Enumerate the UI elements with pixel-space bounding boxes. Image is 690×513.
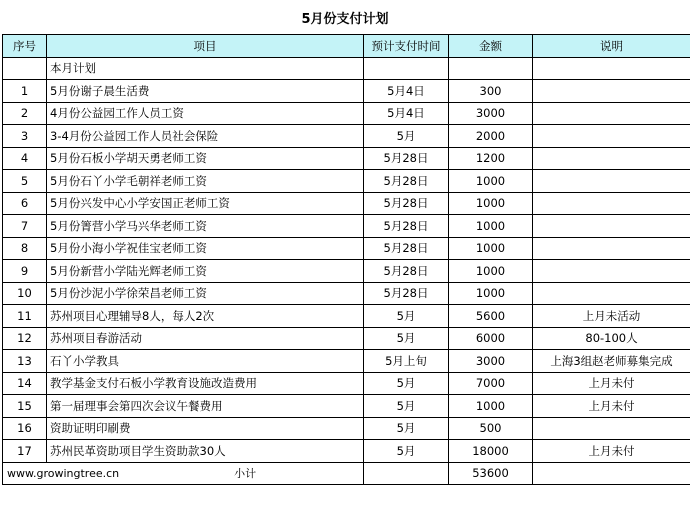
row-amount: 18000 bbox=[449, 440, 533, 463]
row-item: 教学基金支付石板小学教育设施改造费用 bbox=[47, 372, 364, 395]
page-title: 5月份支付计划 bbox=[301, 11, 389, 27]
table-row bbox=[3, 170, 690, 193]
row-item: 5月份小海小学祝佳宝老师工资 bbox=[47, 237, 364, 260]
header-time: 预计支付时间 bbox=[364, 35, 449, 58]
footer-row bbox=[3, 462, 690, 485]
row-note bbox=[533, 80, 690, 103]
row-note bbox=[533, 215, 690, 238]
row-time: 5月28日 bbox=[364, 147, 449, 170]
table-row bbox=[3, 192, 690, 215]
row-no: 8 bbox=[3, 237, 47, 260]
section-no bbox=[3, 57, 47, 80]
row-no: 3 bbox=[3, 125, 47, 148]
row-amount: 6000 bbox=[449, 327, 533, 350]
site-url: www.growingtree.cn bbox=[7, 467, 120, 481]
header-note: 说明 bbox=[533, 35, 690, 58]
row-no: 14 bbox=[3, 372, 47, 395]
table-row bbox=[3, 305, 690, 328]
row-no: 7 bbox=[3, 215, 47, 238]
table-row bbox=[3, 417, 690, 440]
section-row bbox=[3, 57, 690, 80]
table-row bbox=[3, 102, 690, 125]
table-row bbox=[3, 80, 690, 103]
row-time: 5月28日 bbox=[364, 237, 449, 260]
row-no: 11 bbox=[3, 305, 47, 328]
section-note bbox=[533, 57, 690, 80]
row-time: 5月28日 bbox=[364, 282, 449, 305]
footer-note bbox=[533, 462, 690, 485]
row-amount: 1000 bbox=[449, 237, 533, 260]
table-body bbox=[3, 57, 690, 462]
row-time: 5月4日 bbox=[364, 80, 449, 103]
subtotal-amount: 53600 bbox=[449, 462, 533, 485]
row-time: 5月上旬 bbox=[364, 350, 449, 373]
row-item: 5月份兴发中心小学安国正老师工资 bbox=[47, 192, 364, 215]
row-time: 5月28日 bbox=[364, 260, 449, 283]
header-row bbox=[3, 35, 690, 58]
table-row bbox=[3, 260, 690, 283]
table-row bbox=[3, 327, 690, 350]
row-amount: 3000 bbox=[449, 350, 533, 373]
row-amount: 1000 bbox=[449, 192, 533, 215]
row-note bbox=[533, 125, 690, 148]
row-amount: 500 bbox=[449, 417, 533, 440]
row-note bbox=[533, 417, 690, 440]
table-row bbox=[3, 215, 690, 238]
row-time: 5月 bbox=[364, 327, 449, 350]
row-note: 80-100人 bbox=[533, 327, 690, 350]
table-row bbox=[3, 147, 690, 170]
row-amount: 1200 bbox=[449, 147, 533, 170]
row-item: 5月份石丫小学毛朝祥老师工资 bbox=[47, 170, 364, 193]
header-no: 序号 bbox=[3, 35, 47, 58]
row-note bbox=[533, 260, 690, 283]
row-amount: 7000 bbox=[449, 372, 533, 395]
table-row bbox=[3, 372, 690, 395]
subtotal-label: 小计 bbox=[234, 467, 257, 481]
payment-plan-table bbox=[2, 34, 690, 485]
row-note: 上月未付 bbox=[533, 395, 690, 418]
footer-time bbox=[364, 462, 449, 485]
row-no: 2 bbox=[3, 102, 47, 125]
row-no: 9 bbox=[3, 260, 47, 283]
row-note bbox=[533, 192, 690, 215]
row-amount: 300 bbox=[449, 80, 533, 103]
row-no: 5 bbox=[3, 170, 47, 193]
row-note: 上海3组赵老师募集完成 bbox=[533, 350, 690, 373]
row-no: 17 bbox=[3, 440, 47, 463]
row-note: 上月未付 bbox=[533, 440, 690, 463]
section-time bbox=[364, 57, 449, 80]
row-item: 5月份谢子晨生活费 bbox=[47, 80, 364, 103]
table-row bbox=[3, 440, 690, 463]
row-time: 5月 bbox=[364, 395, 449, 418]
row-time: 5月 bbox=[364, 305, 449, 328]
row-item: 5月份箐营小学马兴华老师工资 bbox=[47, 215, 364, 238]
row-item: 5月份沙泥小学徐荣昌老师工资 bbox=[47, 282, 364, 305]
row-note bbox=[533, 237, 690, 260]
row-time: 5月 bbox=[364, 440, 449, 463]
row-item: 3-4月份公益园工作人员社会保险 bbox=[47, 125, 364, 148]
row-time: 5月28日 bbox=[364, 192, 449, 215]
row-note bbox=[533, 102, 690, 125]
table-row bbox=[3, 395, 690, 418]
row-no: 4 bbox=[3, 147, 47, 170]
row-time: 5月28日 bbox=[364, 170, 449, 193]
table-row bbox=[3, 125, 690, 148]
row-amount: 5600 bbox=[449, 305, 533, 328]
header-item: 项目 bbox=[47, 35, 364, 58]
row-no: 16 bbox=[3, 417, 47, 440]
section-amount bbox=[449, 57, 533, 80]
section-label: 本月计划 bbox=[47, 57, 364, 80]
row-item: 5月份新营小学陆光辉老师工资 bbox=[47, 260, 364, 283]
row-time: 5月 bbox=[364, 125, 449, 148]
row-item: 5月份石板小学胡天勇老师工资 bbox=[47, 147, 364, 170]
row-time: 5月 bbox=[364, 417, 449, 440]
row-amount: 1000 bbox=[449, 170, 533, 193]
row-item: 苏州民革资助项目学生资助款30人 bbox=[47, 440, 364, 463]
row-time: 5月28日 bbox=[364, 215, 449, 238]
footer-cell bbox=[3, 462, 364, 485]
row-amount: 3000 bbox=[449, 102, 533, 125]
header-amount: 金额 bbox=[449, 35, 533, 58]
row-no: 1 bbox=[3, 80, 47, 103]
row-note: 上月未活动 bbox=[533, 305, 690, 328]
row-time: 5月4日 bbox=[364, 102, 449, 125]
row-no: 10 bbox=[3, 282, 47, 305]
row-item: 石丫小学教具 bbox=[47, 350, 364, 373]
row-amount: 1000 bbox=[449, 395, 533, 418]
row-note bbox=[533, 147, 690, 170]
row-note: 上月未付 bbox=[533, 372, 690, 395]
row-amount: 2000 bbox=[449, 125, 533, 148]
row-item: 资助证明印刷费 bbox=[47, 417, 364, 440]
row-time: 5月 bbox=[364, 372, 449, 395]
row-amount: 1000 bbox=[449, 260, 533, 283]
table-row bbox=[3, 282, 690, 305]
table-row bbox=[3, 237, 690, 260]
row-no: 13 bbox=[3, 350, 47, 373]
row-note bbox=[533, 282, 690, 305]
row-item: 苏州项目心理辅导8人，每人2次 bbox=[47, 305, 364, 328]
row-no: 6 bbox=[3, 192, 47, 215]
table-row bbox=[3, 350, 690, 373]
row-amount: 1000 bbox=[449, 282, 533, 305]
row-note bbox=[533, 170, 690, 193]
row-no: 15 bbox=[3, 395, 47, 418]
row-no: 12 bbox=[3, 327, 47, 350]
row-item: 4月份公益园工作人员工资 bbox=[47, 102, 364, 125]
row-amount: 1000 bbox=[449, 215, 533, 238]
row-item: 苏州项目春游活动 bbox=[47, 327, 364, 350]
row-item: 第一届理事会第四次会议午餐费用 bbox=[47, 395, 364, 418]
